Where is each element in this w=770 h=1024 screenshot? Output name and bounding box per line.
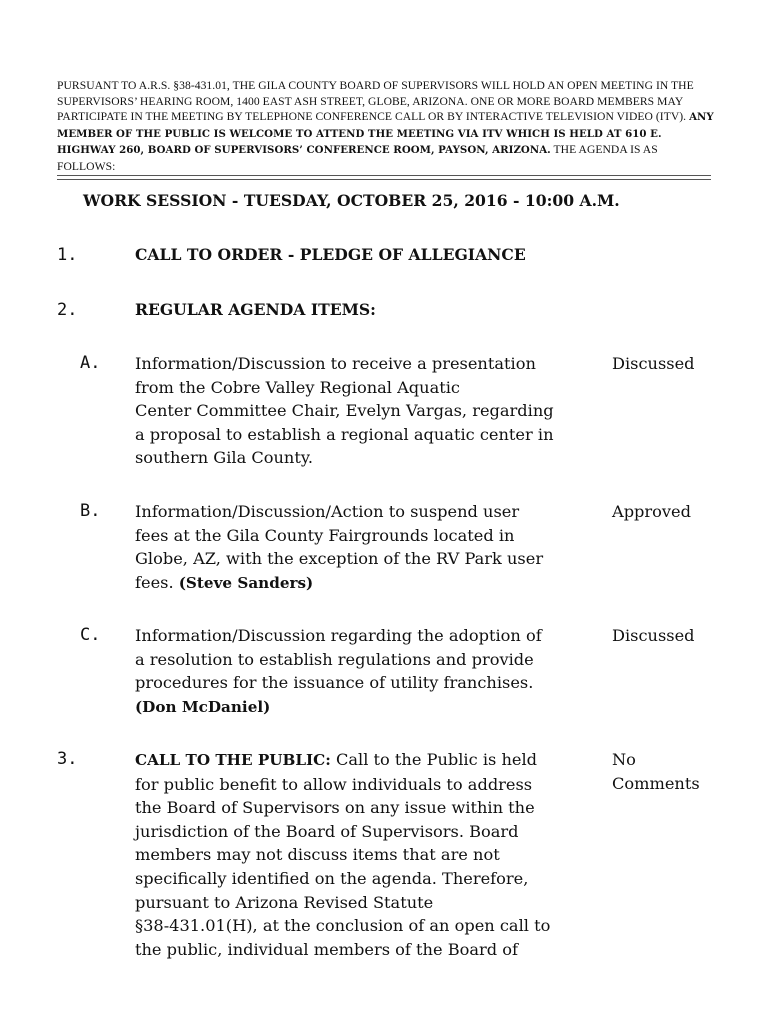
agenda-item-description bbox=[135, 352, 615, 470]
agenda-item-letter: C. bbox=[80, 625, 101, 645]
section-number: 3. bbox=[57, 749, 78, 769]
agenda-item-presenter: (Don McDaniel) bbox=[135, 697, 271, 716]
call-to-public-label: CALL TO THE PUBLIC: bbox=[135, 751, 331, 769]
agenda-item-status: Discussed bbox=[612, 626, 695, 645]
session-title: WORK SESSION - TUESDAY, OCTOBER 25, 2016 - 10:00 A.M. bbox=[83, 191, 620, 210]
agenda-item-status: Discussed bbox=[612, 354, 695, 373]
notice-intro: PURSUANT TO A.R.S. §38-431.01, THE GILA COUNTY BOARD OF SUPERVISORS WILL HOLD AN OPEN MEETING IN THE SUPERVISORS’ HEARING ROOM, 1400 EAST ASH STREET, GLOBE, ARIZONA. ONE OR MORE BOARD MEMBERS MAY PARTICIPATE IN THE MEETING BY TELEPHONE CONFERENCE CALL OR BY INTERACTIVE TELEVISION VIDEO (ITV). bbox=[57, 79, 694, 123]
section-heading-call-to-order: CALL TO ORDER - PLEDGE OF ALLEGIANCE bbox=[135, 245, 526, 264]
call-to-public-text: Call to the Public is held for public benefit to allow individuals to address the Board of Supervisors on any issue within the jurisdiction of the Board of Supervisors. Board members may not discuss items that are not specifically identified on the agenda. Therefore, pursuant to Arizona Revised Statute §38-431.01(H), at the conclusion of an open call to the public, individual members of the Board of bbox=[135, 750, 551, 959]
call-to-public-status: No Comments bbox=[612, 750, 700, 793]
agenda-item-text: Information/Discussion to receive a presentation from the Cobre Valley Regional Aquatic Center Committee Chair, Evelyn Vargas, regarding a proposal to establish a regional aquatic center in southern Gila County. bbox=[135, 354, 554, 468]
agenda-item-presenter: (Steve Sanders) bbox=[178, 573, 314, 592]
agenda-item-letter: A. bbox=[80, 353, 101, 373]
section-heading-regular-agenda: REGULAR AGENDA ITEMS: bbox=[135, 300, 376, 319]
notice-itv-statement: ANY MEMBER OF THE PUBLIC IS WELCOME TO ATTEND THE MEETING VIA ITV WHICH IS HELD AT 610 E. HIGHWAY 260, BOARD OF SUPERVISORS’ CONFERENCE ROOM, PAYSON, ARIZONA. bbox=[57, 111, 714, 156]
meeting-notice bbox=[57, 78, 717, 174]
call-to-public-description bbox=[135, 748, 615, 961]
agenda-item-description bbox=[135, 500, 615, 595]
section-number: 2. bbox=[57, 300, 78, 320]
agenda-item-text: Information/Discussion regarding the adoption of a resolution to establish regulations and provide procedures for the issuance of utility franchises. bbox=[135, 626, 542, 693]
section-number: 1. bbox=[57, 245, 78, 265]
agenda-item-letter: B. bbox=[80, 501, 101, 521]
agenda-item-status: Approved bbox=[612, 502, 691, 521]
agenda-item-text: Information/Discussion/Action to suspend user fees at the Gila County Fairgrounds located in Globe, AZ, with the exception of the RV Park user fees. bbox=[135, 502, 544, 592]
double-rule-divider bbox=[57, 175, 711, 180]
notice-outro: THE AGENDA IS AS FOLLOWS: bbox=[57, 143, 658, 173]
agenda-item-description bbox=[135, 624, 615, 719]
